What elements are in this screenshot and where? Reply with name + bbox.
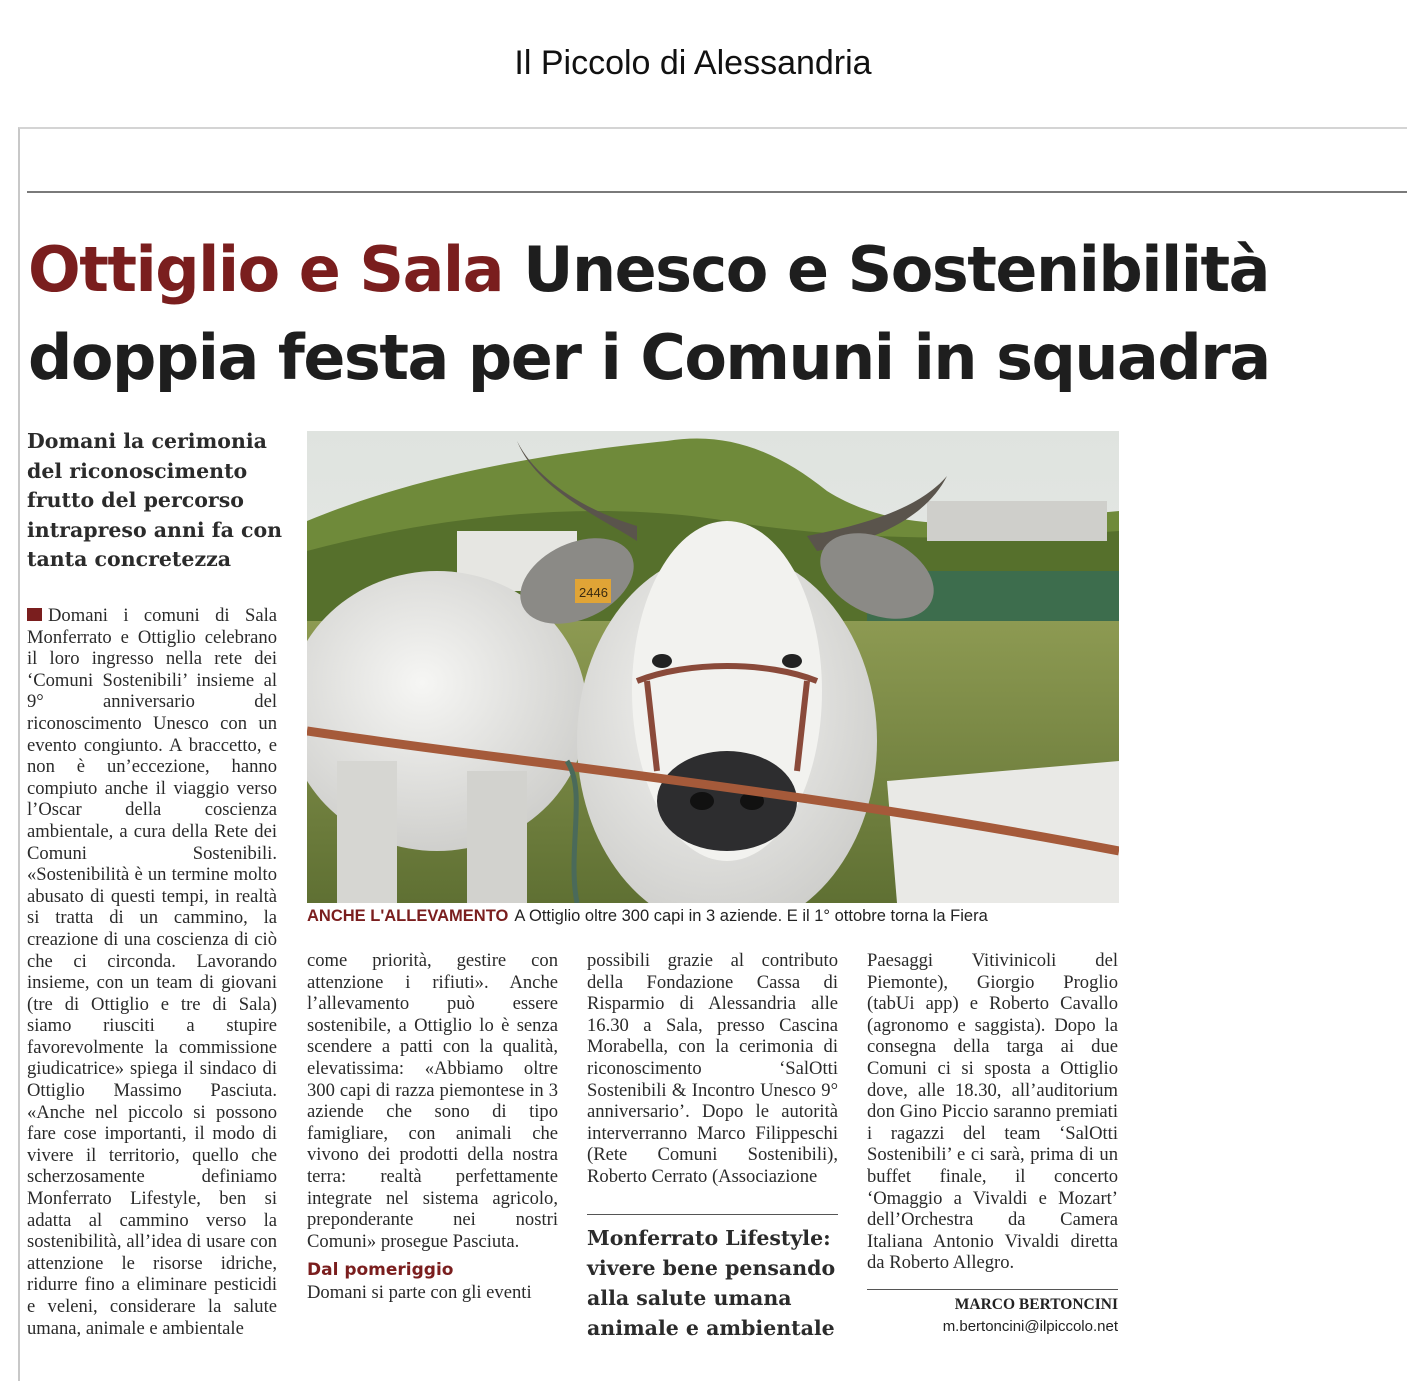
- body-column-2-continued: Domani si parte con gli eventi: [307, 1281, 532, 1303]
- body-column-2-text: come priorità, gestire con attenzione i rifiuti». Anche l’allevamento può essere sostenibile, a Ottiglio lo è senza scendere a patti con la qualità, elevatissima: «Abbiamo oltre 300 capi di razza piemontese in 3 aziende che sono di tipo famigliare, con animali che vivono dei prodotti della nostra terra: realtà perfettamente integrate nel sistema agricolo, preponderante nei nostri Comuni» prosegue Pasciuta.: [307, 950, 558, 1252]
- caption-kicker: ANCHE L'ALLEVAMENTO: [307, 907, 509, 925]
- headline-line-1: [28, 226, 1407, 314]
- body-column-1: [27, 605, 277, 1339]
- byline-rule: [867, 1289, 1118, 1290]
- body-column-3-text: possibili grazie al contributo della Fondazione Cassa di Risparmio di Alessandria alle 16.30 a Sala, presso Cascina Morabella, con la cerimonia di riconoscimento ‘SalOtti Sostenibili & Incontro Unesco 9° anniversario’. Dopo le autorità interverranno Marco Filippeschi (Rete Comuni Sostenibili), Roberto Cerrato (Associazione: [587, 950, 838, 1187]
- subheadline: Domani la cerimonia del riconoscimento frutto del percorso intrapreso anni fa con tanta concretezza: [27, 429, 283, 571]
- top-rule: [27, 191, 1407, 193]
- body-column-4-text: Paesaggi Vitivinicoli del Piemonte), Giorgio Proglio (tabUi app) e Roberto Cavallo (agronomo e saggista). Dopo la consegna della targa ai due Comuni ci si sposta a Ottiglio dove, alle 18.30, all’auditorium don Gino Piccio saranno premiati i ragazzi del team ‘SalOtti Sostenibili’ e ci sarà, prima di un buffet finale, il concerto ‘Omaggio a Vivaldi e Mozart’ dell’Orchestra da Camera Italiana Antonio Vivaldi diretta da Roberto Allegro.: [867, 950, 1118, 1274]
- body-column-4: [867, 950, 1118, 1274]
- pullquote-rule: [587, 1214, 838, 1215]
- headline-kicker: Ottiglio e Sala: [28, 233, 504, 306]
- newspaper-masthead: Il Piccolo di Alessandria: [514, 44, 872, 82]
- headline-line-2: doppia festa per i Comuni in squadra: [28, 321, 1270, 394]
- caption-text: A Ottiglio oltre 300 capi in 3 aziende. E il 1° ottobre torna la Fiera: [514, 907, 988, 925]
- body-column-1-text: Domani i comuni di Sala Monferrato e Ottiglio celebrano il loro ingresso nella rete dei ‘Comuni Sostenibili’ insieme al 9° anniversario del riconoscimento Unesco con un evento congiunto. A braccetto, e non è un’eccezione, hanno compiuto anche il viaggio verso l’Oscar della coscienza ambientale, a cura della Rete dei Comuni Sostenibili. «Sostenibilità è un termine molto abusato di questi tempi, in realtà si tratta di un cammino, la creazione di una coscienza di ciò che ci circonda. Lavorando insieme, con un team di giovani (tre di Ottiglio e tre di Sala) siamo riusciti a stupire favorevolmente la commissione giudicatrice» spiega il sindaco di Ottiglio Massimo Pasciuta. «Anche nel piccolo si possono fare cose importanti, il modo di vivere il territorio, quello che scherzosamente definiamo Monferrato Lifestyle, ben si adatta al cammino verso la sostenibilità, all’idea di usare con attenzione le risorse idriche, ridurre fino a eliminare pesticidi e veleni, considerare la salute umana, animale e ambientale: [27, 605, 277, 1339]
- photo-caption: [307, 907, 1137, 926]
- ear-tag-text: 2446: [579, 585, 608, 600]
- author-name: MARCO BERTONCINI: [954, 1296, 1118, 1313]
- body-column-3: [587, 950, 838, 1188]
- headline: [28, 226, 1407, 402]
- paragraph-marker: [27, 608, 42, 621]
- pullquote: Monferrato Lifestyle: vivere bene pensando alla salute umana animale e ambientale: [587, 1226, 836, 1340]
- cow-photo: [307, 431, 1119, 903]
- author-email: m.bertoncini@ilpiccolo.net: [942, 1318, 1118, 1335]
- section-heading: Dal pomeriggio: [307, 1260, 454, 1281]
- body-column-2: [307, 950, 558, 1304]
- headline-line-1-rest: Unesco e Sostenibilità: [523, 233, 1269, 306]
